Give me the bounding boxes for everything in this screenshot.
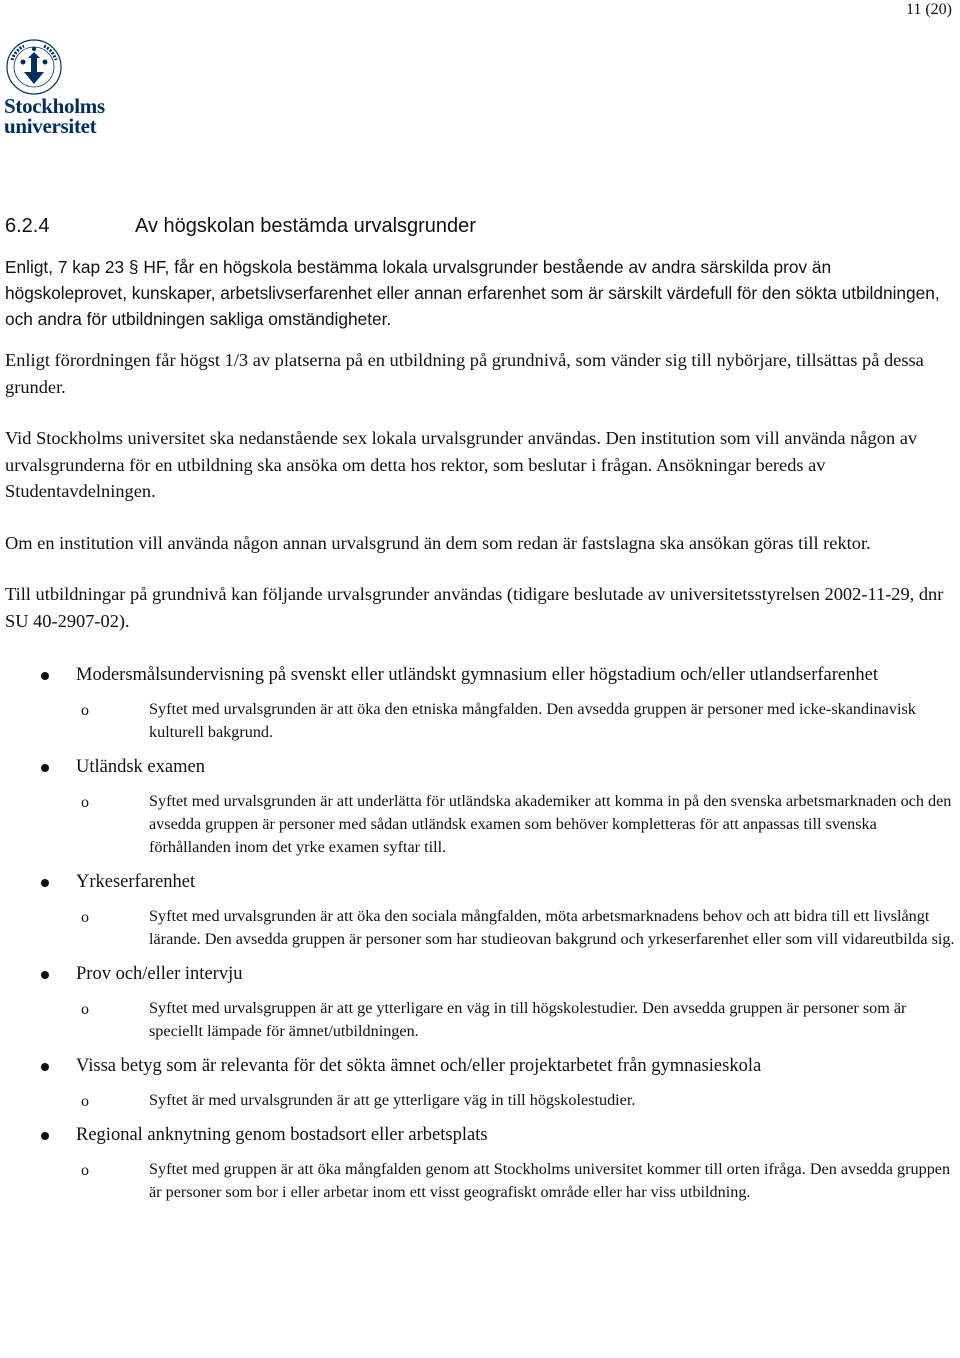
bullet-icon <box>41 1132 49 1140</box>
sub-list-item <box>5 790 955 859</box>
list-item <box>5 961 955 1053</box>
bullet-icon <box>41 971 49 979</box>
paragraph-six-grounds: Vid Stockholms universitet ska nedanstående sex lokala urvalsgrunder användas. Den institution som vill använda någon av urvalsgrunderna för en utbildning ska ansöka om detta hos rektor, som beslutar i frågan. Ansökningar bereds av Studentavdelningen. <box>5 428 918 501</box>
ground-title: Utländsk examen <box>76 757 205 777</box>
university-name-line1: Stockholms <box>4 94 105 118</box>
ground-detail: Syftet med urvalsgrunden är att öka den etniska mångfalden. Den avsedda gruppen är personer med icke-skandinavisk kulturell bakgrund. <box>149 700 916 741</box>
university-name-line2: universitet <box>4 114 97 138</box>
sub-list-item <box>5 698 955 744</box>
circle-bullet-icon: o <box>81 1162 89 1179</box>
list-item <box>5 1122 955 1204</box>
list-item <box>5 662 955 754</box>
ground-title: Modersmålsundervisning på svenskt eller utländskt gymnasium eller högstadium och/eller utlandserfarenhet <box>76 665 878 685</box>
circle-bullet-icon: o <box>81 702 89 719</box>
university-logo <box>4 38 134 138</box>
list-item <box>5 754 955 869</box>
paragraph-decision: Till utbildningar på grundnivå kan följande urvalsgrunder användas (tidigare beslutade av universitetsstyrelsen 2002-11-29, dnr SU 40-2907-02). <box>5 584 944 631</box>
ground-detail: Syftet med gruppen är att öka mångfalden genom att Stockholms universitet kommer till orten ifråga. Den avsedda gruppen är personer som bor i eller arbetar inom ett visst geografiskt område eller har viss utbildning. <box>149 1160 951 1201</box>
ground-title: Prov och/eller intervju <box>76 964 243 984</box>
section-number: 6.2.4 <box>5 215 50 237</box>
ground-detail: Syftet med urvalsgruppen är att ge ytterligare en väg in till högskolestudier. Den avsedda gruppen är personer som är speciellt lämpade för ämnet/utbildningen. <box>149 999 907 1040</box>
paragraph-quota: Enligt förordningen får högst 1/3 av platserna på en utbildning på grundnivå, som vänder sig till nybörjare, tillsättas på dessa grunder. <box>5 350 924 397</box>
bullet-icon <box>41 1063 49 1071</box>
circle-bullet-icon: o <box>81 909 89 926</box>
list-item <box>5 1053 955 1122</box>
circle-bullet-icon: o <box>81 1093 89 1110</box>
ground-title: Regional anknytning genom bostadsort eller arbetsplats <box>76 1125 488 1145</box>
selection-grounds-list <box>5 662 955 1204</box>
ground-detail: Syftet med urvalsgrunden är att öka den sociala mångfalden, möta arbetsmarknadens behov och att bidra till ett livslångt lärande. Den avsedda gruppen är personer som har studieovan bakgrund och yrkeserfarenhet eller som vill vidareutbilda sig. <box>149 907 955 948</box>
paragraph-other-ground: Om en institution vill använda någon annan urvalsgrund än dem som redan är fastslagna ska ansökan göras till rektor. <box>5 532 871 553</box>
sub-list-item <box>5 1158 955 1204</box>
ground-title: Vissa betyg som är relevanta för det sökta ämnet och/eller projektarbetet från gymnasieskola <box>76 1056 762 1076</box>
sub-list-item <box>5 1089 955 1112</box>
university-seal-icon <box>4 38 64 96</box>
list-item <box>5 869 955 961</box>
sub-list-item <box>5 997 955 1043</box>
bullet-icon <box>41 672 49 680</box>
ground-detail: Syftet är med urvalsgrunden är att ge ytterligare väg in till högskolestudier. <box>149 1091 636 1109</box>
section-title: Av högskolan bestämda urvalsgrunder <box>135 215 476 237</box>
circle-bullet-icon: o <box>81 794 89 811</box>
ground-title: Yrkeserfarenhet <box>76 872 196 892</box>
circle-bullet-icon: o <box>81 1001 89 1018</box>
page-number: 11 (20) <box>905 1 952 18</box>
section-heading <box>5 214 955 238</box>
ground-detail: Syftet med urvalsgrunden är att underlätta för utländska akademiker att komma in på den svenska arbetsmarknaden och den avsedda gruppen är personer med sådan utländsk examen som behöver kompletteras för att anpassas till svenska förhållanden inom det yrke examen syftar till. <box>149 792 952 856</box>
bullet-icon <box>41 879 49 887</box>
sub-list-item <box>5 905 955 951</box>
intro-paragraph: Enligt, 7 kap 23 § HF, får en högskola bestämma lokala urvalsgrunder bestående av andra särskilda prov än högskoleprovet, kunskaper, arbetslivserfarenhet eller annan erfarenhet som är särskilt värdefull för den sökta utbildningen, och andra för utbildningen sakliga omständigheter. <box>5 257 940 329</box>
bullet-icon <box>41 764 49 772</box>
university-name <box>4 96 105 136</box>
